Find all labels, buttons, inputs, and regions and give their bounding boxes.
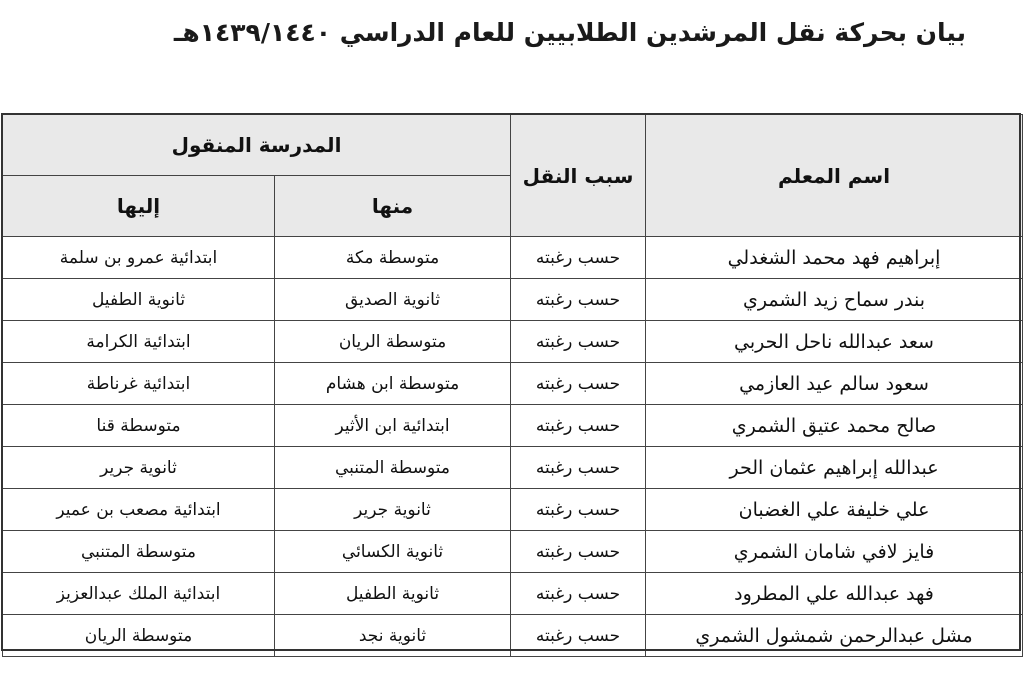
teacher-name-cell: عبدالله إبراهيم عثمان الحر bbox=[646, 447, 1023, 489]
teacher-name-cell: فايز لافي شامان الشمري bbox=[646, 531, 1023, 573]
header-school-group: المدرسة المنقول bbox=[3, 115, 511, 176]
table-row bbox=[3, 447, 1023, 489]
from-school-cell: ابتدائية ابن الأثير bbox=[275, 405, 511, 447]
teacher-name-cell: مشل عبدالرحمن شمشول الشمري bbox=[646, 615, 1023, 657]
header-teacher-name: اسم المعلم bbox=[646, 115, 1023, 237]
to-school-cell: متوسطة الريان bbox=[3, 615, 275, 657]
reason-cell: حسب رغبته bbox=[511, 279, 646, 321]
to-school-cell: ابتدائية الكرامة bbox=[3, 321, 275, 363]
to-school-cell: ابتدائية مصعب بن عمير bbox=[3, 489, 275, 531]
to-school-cell: ابتدائية الملك عبدالعزيز bbox=[3, 573, 275, 615]
reason-cell: حسب رغبته bbox=[511, 363, 646, 405]
table-row bbox=[3, 573, 1023, 615]
header-transfer-reason: سبب النقل bbox=[511, 115, 646, 237]
header-to-school: إليها bbox=[3, 176, 275, 237]
table-row bbox=[3, 531, 1023, 573]
from-school-cell: ثانوية نجد bbox=[275, 615, 511, 657]
to-school-cell: متوسطة المتنبي bbox=[3, 531, 275, 573]
teacher-name-cell: سعود سالم عيد العازمي bbox=[646, 363, 1023, 405]
reason-cell: حسب رغبته bbox=[511, 405, 646, 447]
table-row bbox=[3, 363, 1023, 405]
teacher-name-cell: فهد عبدالله علي المطرود bbox=[646, 573, 1023, 615]
to-school-cell: ثانوية جرير bbox=[3, 447, 275, 489]
table-body bbox=[3, 237, 1023, 657]
from-school-cell: متوسطة ابن هشام bbox=[275, 363, 511, 405]
from-school-cell: ثانوية جرير bbox=[275, 489, 511, 531]
document-title: بيان بحركة نقل المرشدين الطلابيين للعام الدراسي ١٤٣٩/١٤٤٠هـ bbox=[173, 18, 966, 47]
from-school-cell: ثانوية الصديق bbox=[275, 279, 511, 321]
from-school-cell: ثانوية الطفيل bbox=[275, 573, 511, 615]
to-school-cell: ثانوية الطفيل bbox=[3, 279, 275, 321]
table-row bbox=[3, 321, 1023, 363]
teacher-name-cell: إبراهيم فهد محمد الشغدلي bbox=[646, 237, 1023, 279]
transfer-table bbox=[2, 114, 1023, 657]
reason-cell: حسب رغبته bbox=[511, 615, 646, 657]
from-school-cell: ثانوية الكسائي bbox=[275, 531, 511, 573]
teacher-name-cell: صالح محمد عتيق الشمري bbox=[646, 405, 1023, 447]
to-school-cell: ابتدائية عمرو بن سلمة bbox=[3, 237, 275, 279]
reason-cell: حسب رغبته bbox=[511, 531, 646, 573]
from-school-cell: متوسطة المتنبي bbox=[275, 447, 511, 489]
teacher-name-cell: سعد عبدالله ناحل الحربي bbox=[646, 321, 1023, 363]
table-row bbox=[3, 279, 1023, 321]
reason-cell: حسب رغبته bbox=[511, 489, 646, 531]
from-school-cell: متوسطة الريان bbox=[275, 321, 511, 363]
table-row bbox=[3, 489, 1023, 531]
teacher-name-cell: علي خليفة علي الغضبان bbox=[646, 489, 1023, 531]
reason-cell: حسب رغبته bbox=[511, 237, 646, 279]
table-row bbox=[3, 237, 1023, 279]
to-school-cell: ابتدائية غرناطة bbox=[3, 363, 275, 405]
reason-cell: حسب رغبته bbox=[511, 321, 646, 363]
reason-cell: حسب رغبته bbox=[511, 573, 646, 615]
reason-cell: حسب رغبته bbox=[511, 447, 646, 489]
table-row bbox=[3, 615, 1023, 657]
header-from-school: منها bbox=[275, 176, 511, 237]
teacher-name-cell: بندر سماح زيد الشمري bbox=[646, 279, 1023, 321]
table-row bbox=[3, 405, 1023, 447]
from-school-cell: متوسطة مكة bbox=[275, 237, 511, 279]
to-school-cell: متوسطة قنا bbox=[3, 405, 275, 447]
